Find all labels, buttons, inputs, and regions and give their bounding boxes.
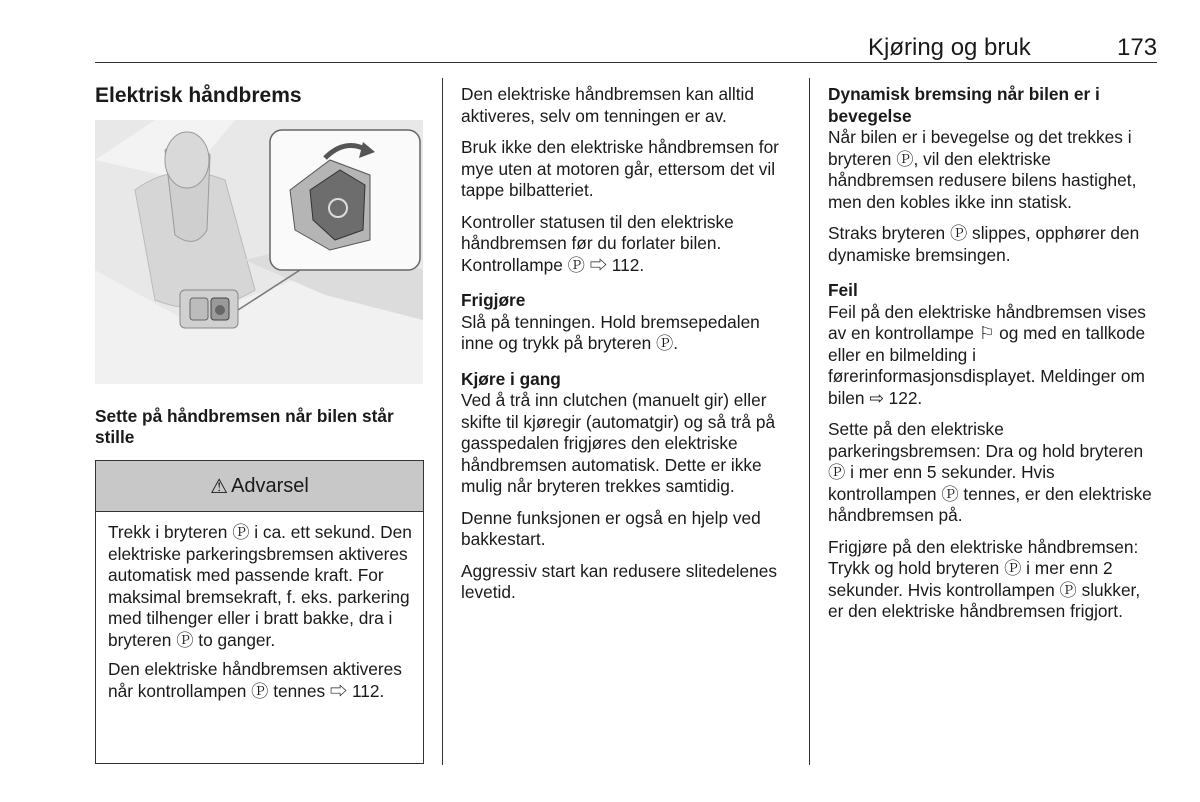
paragraph-release: Slå på tenningen. Hold bremsepedalen inne og trykk på bryteren Ⓟ. <box>461 311 760 353</box>
warning-title: Advarsel <box>231 474 309 497</box>
warning-paragraph-1: Trekk i bryteren Ⓟ i ca. ett sekund. Den elektriske parkeringsbremsen aktiveres automatisk med passende kraft. For maksimal bremsekraft, f. eks. parkering med tilhenger eller i bratt bakke, dra i bryteren Ⓟ to ganger. <box>108 522 412 650</box>
paragraph-hill-start: Denne funksjonen er også en hjelp ved bakkestart. <box>461 507 761 549</box>
paragraph-dynamic-1: Når bilen er i bevegelse og det trekkes i bryteren Ⓟ, vil den elektriske håndbremsen redusere bilens hastighet, men den kobles ikke inn statisk. <box>828 127 1137 212</box>
subheading-stationary: Sette på håndbremsen når bilen står stille <box>95 406 394 447</box>
column-divider-2 <box>809 78 810 765</box>
paragraph-battery: Bruk ikke den elektriske håndbremsen for mye uten at motoren går, ettersom det vil tappe bilbatteriet. <box>461 137 779 200</box>
chapter-title: Kjøring og bruk <box>868 34 1031 61</box>
paragraph-drive-off: Ved å trå inn clutchen (manuelt gir) eller skifte til kjøregir (automatgir) og så trå på gasspedalen frigjøres den elektriske håndbremsen automatisk. Dette er ikke mulig når bryteren trekkes samtidig. <box>461 390 776 496</box>
paragraph-dynamic-2: Straks bryteren Ⓟ slippes, opphører den dynamiske bremsingen. <box>828 223 1140 265</box>
warning-triangle-icon: ⚠ <box>210 475 229 498</box>
paragraph-fault-3: Frigjøre på den elektriske håndbremsen: Trykk og hold bryteren Ⓟ i mer enn 2 sekunder. Hvis kontrollampen Ⓟ slukker, er den elektriske håndbremsen frigjort. <box>828 536 1141 621</box>
right-column <box>828 84 1158 633</box>
paragraph-check-status: Kontroller statusen til den elektriske håndbremsen før du forlater bilen. Kontrollampe Ⓟ ⇨ 112. <box>461 211 734 275</box>
warning-body <box>96 512 423 702</box>
paragraph-fault-2: Sette på den elektriske parkeringsbremsen: Dra og hold bryteren Ⓟ i mer enn 5 sekunder. Hvis kontrollampen Ⓟ tennes, er den elektriske håndbremsen på. <box>828 419 1152 525</box>
paragraph-fault-1: Feil på den elektriske håndbremsen vises av en kontrollampe ⚐ og med en tallkode eller en bilmelding i førerinformasjonsdisplayet. Meldinger om bilen ⇨ 122. <box>828 301 1146 408</box>
page-number: 173 <box>1117 34 1158 61</box>
middle-column <box>461 84 791 614</box>
heading-fault: Feil <box>828 280 858 300</box>
handbrake-illustration <box>95 120 423 384</box>
paragraph-wear: Aggressiv start kan redusere slitedelenes levetid. <box>461 560 778 602</box>
warning-paragraph-2: Den elektriske håndbremsen aktiveres når kontrollampen Ⓟ tennes ⇨ 112. <box>108 659 402 701</box>
heading-release: Frigjøre <box>461 290 526 310</box>
section-title: Elektrisk håndbrems <box>95 84 302 107</box>
column-divider-1 <box>442 78 443 765</box>
warning-box <box>95 460 424 764</box>
heading-drive-off: Kjøre i gang <box>461 368 561 389</box>
warning-header <box>96 461 423 512</box>
header-rule <box>95 62 1157 63</box>
paragraph-always-activate: Den elektriske håndbremsen kan alltid aktiveres, selv om tenningen er av. <box>461 84 754 126</box>
heading-dynamic-braking: Dynamisk bremsing når bilen er i bevegelse <box>828 84 1100 126</box>
